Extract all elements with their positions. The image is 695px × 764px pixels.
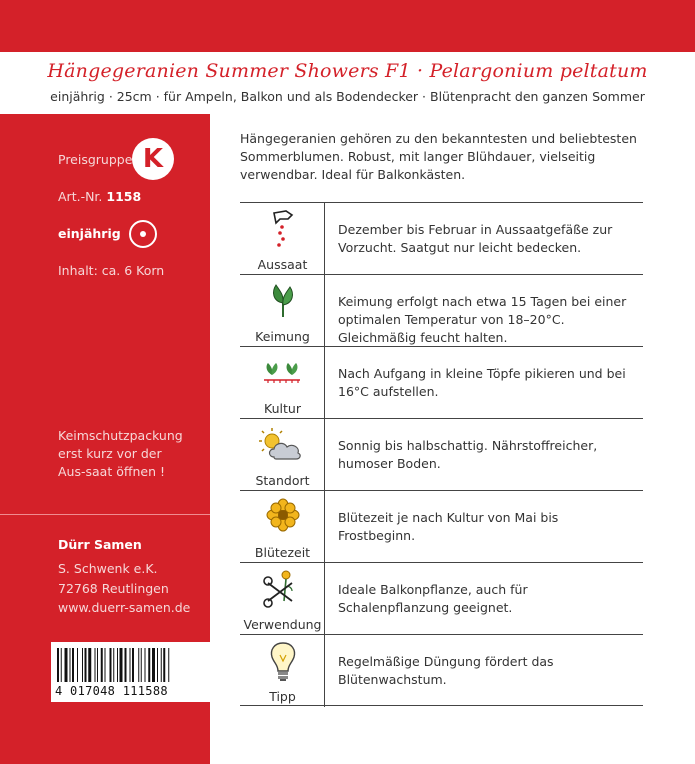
- barcode-bar: [65, 648, 68, 682]
- step-text: Regelmäßige Düngung fördert das Blütenwachstum.: [338, 654, 554, 687]
- barcode-bar: [157, 648, 158, 682]
- step-icon-cell: [240, 347, 325, 419]
- annual-label: einjährig: [58, 226, 121, 241]
- barcode-bar: [101, 648, 103, 682]
- annual-circle-icon: [129, 220, 157, 248]
- step-icon-cell: [240, 491, 325, 563]
- top-red-band: [0, 0, 695, 52]
- content-amount: Inhalt: ca. 6 Korn: [58, 263, 165, 278]
- barcode-bar: [57, 648, 59, 682]
- barcode-bar: [85, 648, 87, 682]
- step-label: Kultur: [264, 401, 301, 416]
- barcode-bar: [163, 648, 165, 682]
- company-line-2: 72768 Reutlingen: [58, 581, 169, 596]
- article-number-label: Art.-Nr.: [58, 189, 103, 204]
- barcode-bar: [120, 648, 123, 682]
- barcode-bar: [138, 648, 139, 682]
- barcode-bar: [113, 648, 114, 682]
- step-row-aussaat: [240, 202, 643, 274]
- barcode-bar: [168, 648, 169, 682]
- barcode-bar: [125, 648, 127, 682]
- barcode-bar: [82, 648, 83, 682]
- barcode-bar: [148, 648, 150, 682]
- barcode-number: 4 017048 111588: [55, 684, 168, 698]
- step-label: Standort: [255, 473, 310, 488]
- step-text: Blütezeit je nach Kultur von Mai bis Frostbeginn.: [338, 510, 559, 543]
- sidebar-divider: [0, 514, 210, 515]
- step-icon-cell: [240, 275, 325, 347]
- step-label: Verwendung: [243, 617, 322, 632]
- company-website: www.duerr-samen.de: [58, 600, 191, 615]
- step-icon-cell: [240, 635, 325, 707]
- step-label: Keimung: [255, 329, 310, 344]
- product-title: Hängegeranien Summer Showers F1 · Pelargonium peltatum: [47, 60, 648, 82]
- product-subtitle: einjährig · 25cm · für Ampeln, Balkon und als Bodendecker · Blütenpracht den ganzen Sommer: [50, 89, 645, 104]
- step-icon-cell: [240, 419, 325, 491]
- barcode-bar: [105, 648, 106, 682]
- sprout-icon: [266, 281, 300, 321]
- step-row-tipp: [240, 634, 643, 706]
- barcode-bar: [88, 648, 91, 682]
- step-label: Tipp: [269, 689, 296, 704]
- company-name: Dürr Samen: [58, 537, 142, 552]
- article-number-value: 1158: [106, 189, 142, 204]
- price-group-label: Preisgruppe: [58, 152, 133, 167]
- barcode: [51, 642, 210, 702]
- barcode-bar: [95, 648, 96, 682]
- intro-text: Hängegeranien gehören zu den bekanntesten und beliebtesten Sommerblumen. Robust, mit langer Blühdauer, vielseitig verwendbar. Ideal für Balkonkästen.: [240, 131, 637, 182]
- price-group-badge: K: [132, 138, 174, 180]
- barcode-bar: [97, 648, 98, 682]
- scissors-flower-icon: [262, 567, 302, 611]
- step-icon-cell: [240, 563, 325, 635]
- barcode-bar: [145, 648, 146, 682]
- barcode-bar: [61, 648, 62, 682]
- step-text: Dezember bis Februar in Aussaatgefäße zur Vorzucht. Saatgut nur leicht bedecken.: [338, 222, 613, 255]
- barcode-bar: [110, 648, 112, 682]
- step-row-keimung: [240, 274, 643, 346]
- barcode-bar: [152, 648, 155, 682]
- article-number: [58, 189, 141, 204]
- lightbulb-icon: [266, 641, 300, 683]
- sun-cloud-icon: [256, 425, 304, 465]
- barcode-bar: [117, 648, 118, 682]
- protection-note: Keimschutzpackung erst kurz vor der Aus-saat öffnen !: [58, 428, 183, 479]
- step-label: Blütezeit: [254, 545, 311, 560]
- barcode-bar: [130, 648, 131, 682]
- step-row-bluetezeit: [240, 490, 643, 562]
- step-icon-cell: [240, 203, 325, 275]
- barcode-bar: [77, 648, 78, 682]
- step-text: Sonnig bis halbschattig. Nährstoffreicher, humoser Boden.: [338, 438, 598, 471]
- step-label: Aussaat: [257, 257, 308, 272]
- company-line-1: S. Schwenk e.K.: [58, 561, 158, 576]
- sidebar: [0, 114, 210, 764]
- step-row-verwendung: [240, 562, 643, 634]
- step-row-kultur: [240, 346, 643, 418]
- flower-icon: [266, 497, 300, 537]
- step-row-standort: [240, 418, 643, 490]
- barcode-bar: [72, 648, 74, 682]
- step-text: Ideale Balkonpflanze, auch für Schalenpflanzung geeignet.: [338, 582, 528, 615]
- steps-table: [240, 202, 643, 706]
- seedlings-icon: [262, 353, 302, 393]
- step-text: Keimung erfolgt nach etwa 15 Tagen bei einer optimalen Temperatur von 18–20°C. Gleichmäßig feucht halten.: [338, 294, 627, 345]
- sowing-hand-icon: [266, 209, 300, 249]
- barcode-bar: [132, 648, 134, 682]
- barcode-bar: [141, 648, 142, 682]
- step-text: Nach Aufgang in kleine Töpfe pikieren und bei 16°C aufstellen.: [338, 366, 626, 399]
- barcode-bar: [161, 648, 162, 682]
- barcode-bars: [55, 648, 206, 684]
- barcode-bar: [70, 648, 71, 682]
